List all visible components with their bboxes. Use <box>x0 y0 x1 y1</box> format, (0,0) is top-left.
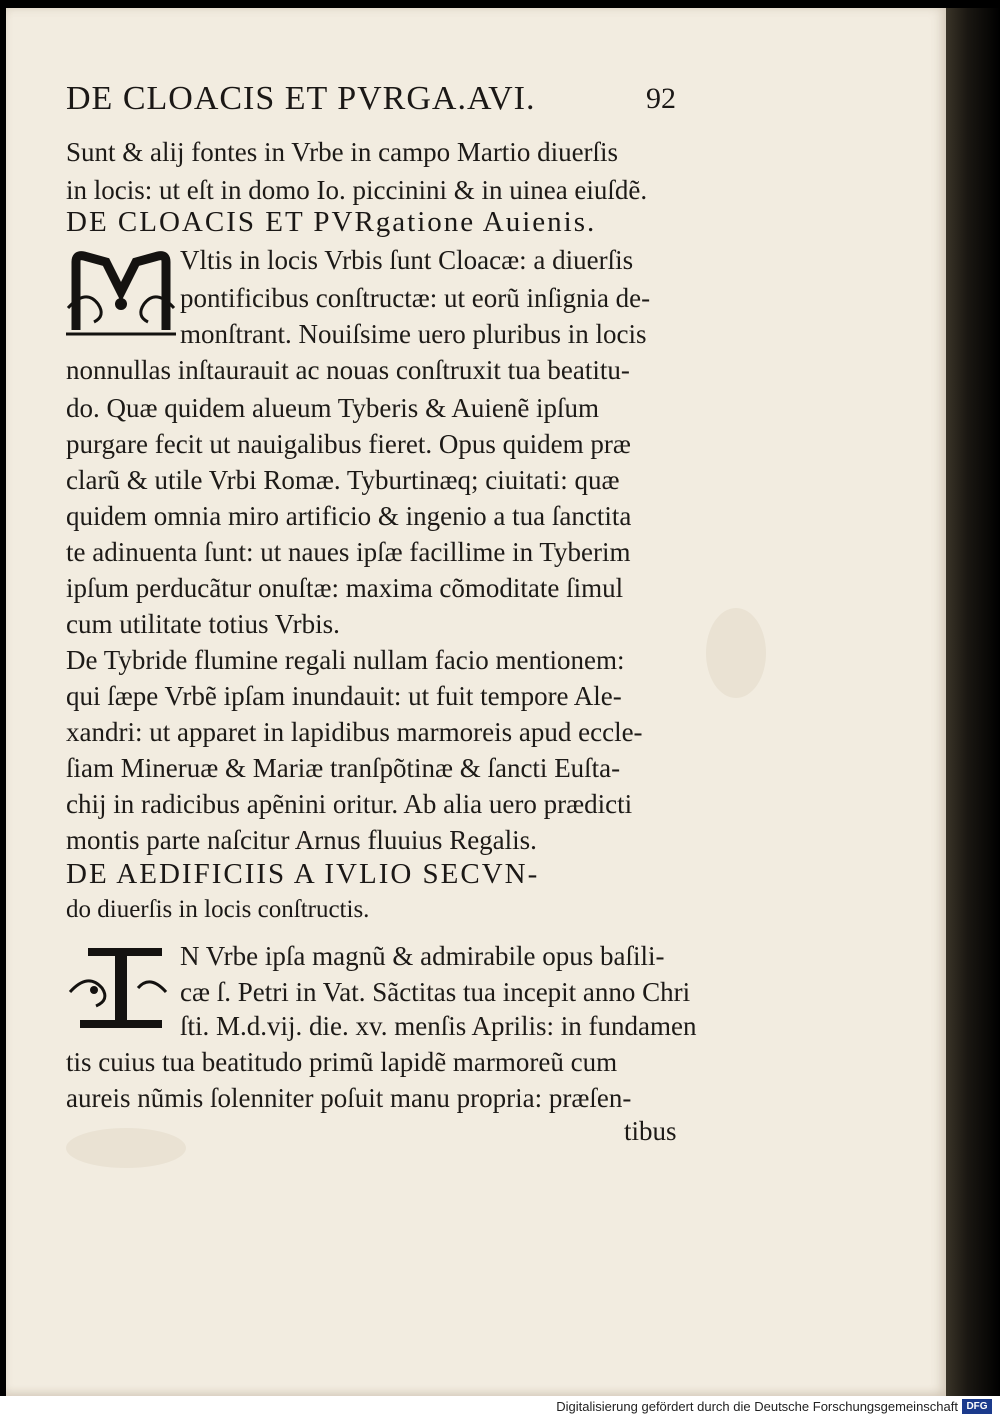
decorated-initial-i <box>66 944 176 1036</box>
text-line: montis parte naſcitur Arnus fluuius Regalis. <box>66 825 537 855</box>
text-line: xandri: ut apparet in lapidibus marmoreis apud eccle- <box>66 717 643 747</box>
text-line: Vltis in locis Vrbis ſunt Cloacæ: a diuerſis <box>180 245 634 275</box>
text-line: ipſum perducãtur onuſtæ: maxima cõmoditate ſimul <box>66 573 624 603</box>
funding-notice: Digitalisierung gefördert durch die Deutsche Forschungsgemeinschaft <box>556 1399 958 1414</box>
text-line: nonnullas inſtaurauit ac nouas conſtruxit tua beatitu- <box>66 355 630 385</box>
initial-i-ornament <box>66 944 176 1036</box>
text-line: qui ſæpe Vrbẽ ipſam inundauit: ut fuit tempore Ale- <box>66 681 622 711</box>
text-line: cum utilitate totius Vrbis. <box>66 609 340 639</box>
dfg-logo: DFG <box>962 1399 992 1414</box>
text-line: purgare fecit ut nauigalibus fieret. Opus quidem præ <box>66 429 631 459</box>
text-line: in locis: ut eſt in domo Io. piccinini & in uinea eiuſdẽ. <box>66 175 648 205</box>
text-line: chij in radicibus apẽnini oritur. Ab alia uero prædicti <box>66 789 633 819</box>
paper-stain <box>706 608 766 698</box>
initial-m-ornament <box>66 248 176 340</box>
paper-stain <box>66 1128 186 1168</box>
section-heading: DE AEDIFICIIS A IVLIO SECVN- <box>66 858 540 890</box>
text-line: do. Quæ quidem alueum Tyberis & Auienẽ ipſum <box>66 393 600 423</box>
decorated-initial-m <box>66 248 176 340</box>
text-line: De Tybride flumine regali nullam facio mentionem: <box>66 645 625 675</box>
text-line: tis cuius tua beatitudo primũ lapidẽ marmoreũ cum <box>66 1047 618 1077</box>
text-line: ſiam Mineruæ & Mariæ tranſpõtinæ & ſancti Euſta- <box>66 753 621 783</box>
running-head-title: DE CLOACIS ET PVRGA.AVI. <box>66 80 536 117</box>
section-heading: DE CLOACIS ET PVRgatione Auienis. <box>66 206 597 238</box>
folio-number: 92 <box>646 82 676 115</box>
text-line: pontificibus conſtructæ: ut eorũ inſignia de- <box>180 283 651 313</box>
text-line: cæ ſ. Petri in Vat. Sãctitas tua incepit anno Chri <box>180 977 691 1007</box>
running-head <box>66 80 686 124</box>
text-line: ſti. M.d.vij. die. xv. menſis Aprilis: in fundamen <box>180 1011 697 1041</box>
text-line: quidem omnia miro artificio & ingenio a tua ſanctita <box>66 501 632 531</box>
footer-bar <box>0 1396 1000 1418</box>
text-line: clarũ & utile Vrbi Romæ. Tyburtinæq; ciuitati: quæ <box>66 465 620 495</box>
text-line: aureis nũmis ſolenniter poſuit manu propria: præſen- <box>66 1083 632 1113</box>
text-line: monſtrant. Nouiſsime uero pluribus in locis <box>180 319 647 349</box>
catchword: tibus <box>624 1116 677 1146</box>
section-heading-continuation: do diuerſis in locis conſtructis. <box>66 896 370 923</box>
page-edge <box>946 8 1000 1396</box>
text-line: te adinuenta ſunt: ut naues ipſæ facillime in Tyberim <box>66 537 631 567</box>
text-line: N Vrbe ipſa magnũ & admirabile opus baſili- <box>180 941 665 971</box>
text-line: Sunt & alij fontes in Vrbe in campo Martio diuerſis <box>66 137 619 167</box>
